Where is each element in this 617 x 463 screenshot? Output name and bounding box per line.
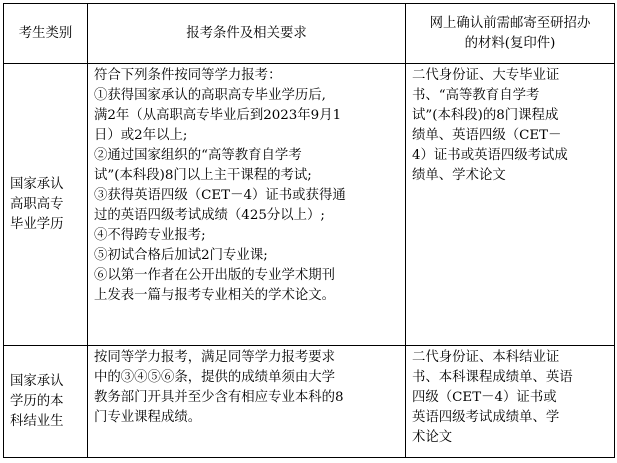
table-row-undergraduate-completion <box>4 346 615 458</box>
requirement-line: 符合下列条件按同等学力报考： <box>94 68 282 83</box>
requirement-line: ③获得英语四级（CET－4）证书或获得通 <box>94 188 346 203</box>
category-line: 科结业生 <box>10 413 64 429</box>
requirement-line: 过的英语四级考试成绩（425分以上）; <box>94 208 325 223</box>
header-category: 考生类别 <box>4 4 88 64</box>
materials-cell <box>406 64 615 346</box>
requirement-line: 门专业课程成绩。 <box>94 410 202 425</box>
requirement-line: 按同等学力报考，满足同等学力报考要求 <box>94 350 336 365</box>
admission-requirements-table <box>3 3 615 458</box>
category-cell <box>4 64 88 346</box>
requirement-line: 教务部门开具并至少含有相应专业本科的8 <box>94 390 344 405</box>
requirement-line: ②通过国家组织的“高等教育自学考 <box>94 148 302 163</box>
category-line: 高职高专 <box>10 196 64 212</box>
requirement-line: ⑤初试合格后加试2门专业课; <box>94 248 268 263</box>
material-line: 书、“高等教育自学考 <box>412 88 540 103</box>
document <box>3 3 615 458</box>
material-line: 二代身份证、本科结业证 <box>412 350 560 365</box>
requirements-cell <box>88 64 406 346</box>
requirement-line: 上发表一篇与报考专业相关的学术论文。 <box>94 288 336 303</box>
category-line: 毕业学历 <box>10 216 64 232</box>
material-line: 二代身份证、大专毕业证 <box>412 68 560 83</box>
requirement-line: 试”(本科段)8门以上主干课程的考试; <box>94 168 312 183</box>
header-materials-line-1: 网上确认前需邮寄至研招办 <box>429 15 591 31</box>
requirement-line: ⑥以第一作者在公开出版的专业学术期刊 <box>94 268 336 283</box>
material-line: 四级（CET－4）证书或 <box>412 390 557 405</box>
material-line: 绩单、学术论文 <box>412 168 506 183</box>
table-row-vocational <box>4 64 615 346</box>
materials-cell <box>406 346 615 458</box>
requirement-line: 满2年（从高职高专毕业后到2023年9月1 <box>94 108 342 123</box>
category-line: 学历的本 <box>10 393 64 409</box>
requirement-line: 日）或2年以上; <box>94 128 188 143</box>
material-line: 书、本科课程成绩单、英语 <box>412 370 573 385</box>
header-requirements: 报考条件及相关要求 <box>88 4 406 64</box>
material-line: 绩单、英语四级（CET－ <box>412 128 562 143</box>
material-line: 术论文 <box>412 430 453 445</box>
header-row <box>4 4 615 64</box>
material-line: 英语四级考试成绩单、学 <box>412 410 560 425</box>
requirement-line: 中的③④⑤⑥条，提供的成绩单须由大学 <box>94 370 336 385</box>
category-line: 国家承认 <box>10 176 64 192</box>
requirement-line: ①获得国家承认的高职高专毕业学历后, <box>94 88 326 103</box>
category-line: 国家承认 <box>10 373 64 389</box>
material-line: 试”(本科段)的8门课程成 <box>412 108 559 123</box>
material-line: 4）证书或英语四级考试成 <box>412 148 568 163</box>
requirement-line: ④不得跨专业报考; <box>94 228 206 243</box>
header-materials-line-2: 的材料(复印件) <box>464 35 556 51</box>
header-materials <box>406 4 615 64</box>
requirements-cell <box>88 346 406 458</box>
category-cell <box>4 346 88 458</box>
